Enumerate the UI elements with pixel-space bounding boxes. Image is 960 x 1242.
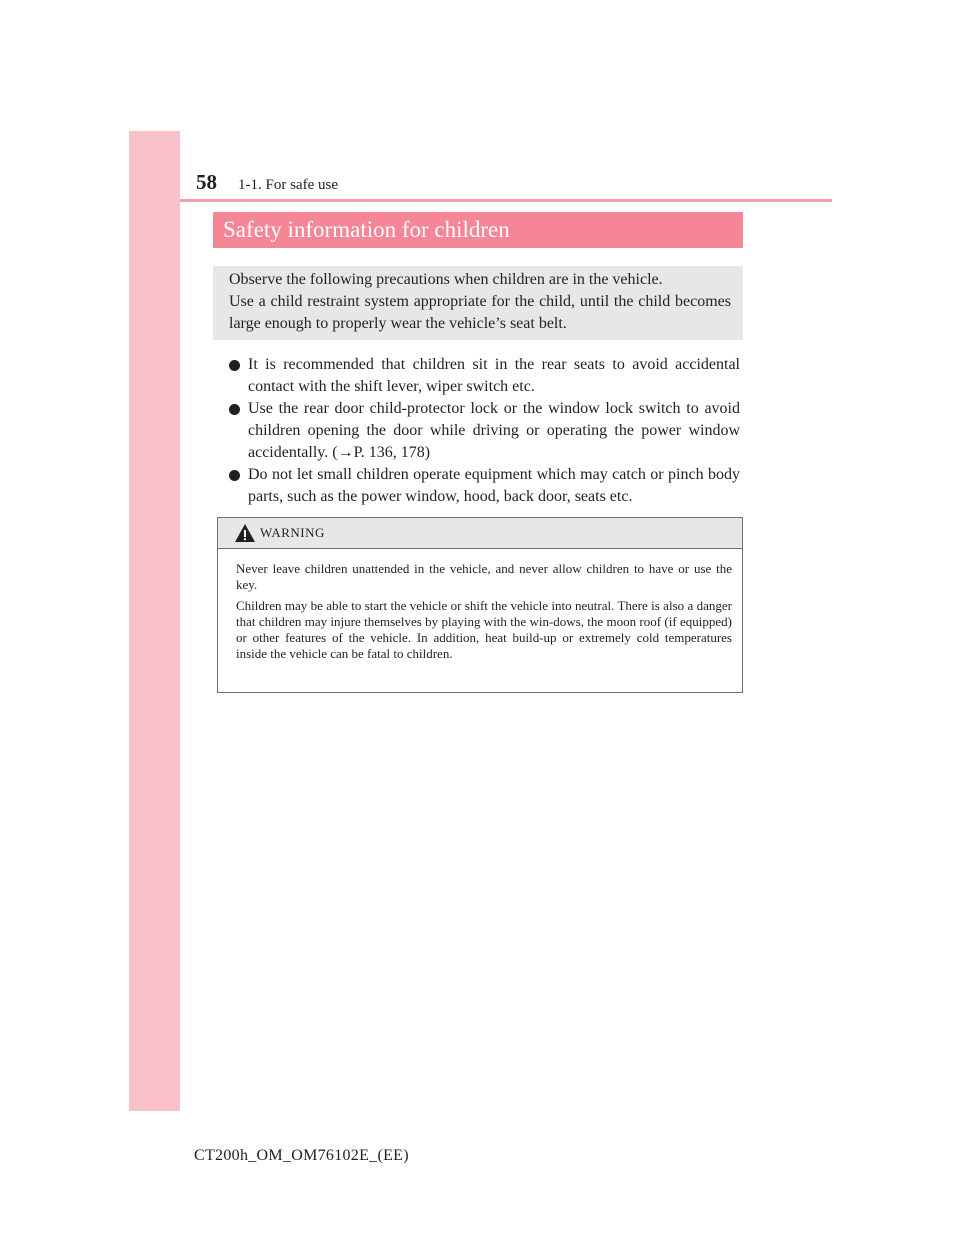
section-title-bar xyxy=(213,212,743,248)
warning-paragraph: Children may be able to start the vehicle or shift the vehicle into neutral. There is also a danger that children may injure themselves by playing with the win-dows, the moon roof (if equipped) or other features of the vehicle. In addition, heat build-up or extremely cold temperatures inside the vehicle can be fatal to children. xyxy=(236,598,732,661)
list-item xyxy=(229,464,740,508)
list-item xyxy=(229,354,740,398)
warning-triangle-icon xyxy=(234,523,256,543)
page-number: 58 xyxy=(196,170,217,194)
bullet-icon xyxy=(229,404,240,415)
section-reference: 1-1. For safe use xyxy=(238,177,338,193)
section-title: Safety information for children xyxy=(223,217,510,242)
bullet-icon xyxy=(229,360,240,371)
list-item-text: Use the rear door child-protector lock or the window lock switch to avoid children opening the door while driving or operating the power window accidentally. (→P. 136, 178) xyxy=(248,400,740,461)
bullet-icon xyxy=(229,470,240,481)
list-item xyxy=(229,398,740,464)
list-item-text: Do not let small children operate equipment which may catch or pinch body parts, such as the power window, hood, back door, seats etc. xyxy=(248,466,740,505)
chapter-tab-strip xyxy=(129,131,180,1111)
intro-line-1: Observe the following precautions when children are in the vehicle. xyxy=(229,271,663,288)
footer-document-code: CT200h_OM_OM76102E_(EE) xyxy=(194,1147,409,1164)
warning-box xyxy=(217,517,743,693)
list-item-text: It is recommended that children sit in the rear seats to avoid accidental contact with the shift lever, wiper switch etc. xyxy=(248,356,740,395)
warning-header xyxy=(218,518,742,549)
intro-line-2: Use a child restraint system appropriate for the child, until the child becomes large enough to properly wear the vehicle’s seat belt. xyxy=(229,293,731,332)
intro-box xyxy=(213,266,743,340)
warning-body xyxy=(218,549,742,662)
warning-paragraph: Never leave children unattended in the vehicle, and never allow children to have or use the key. xyxy=(236,561,732,592)
header-rule xyxy=(180,199,832,202)
warning-label: WARNING xyxy=(260,525,325,540)
precaution-list xyxy=(229,354,740,508)
